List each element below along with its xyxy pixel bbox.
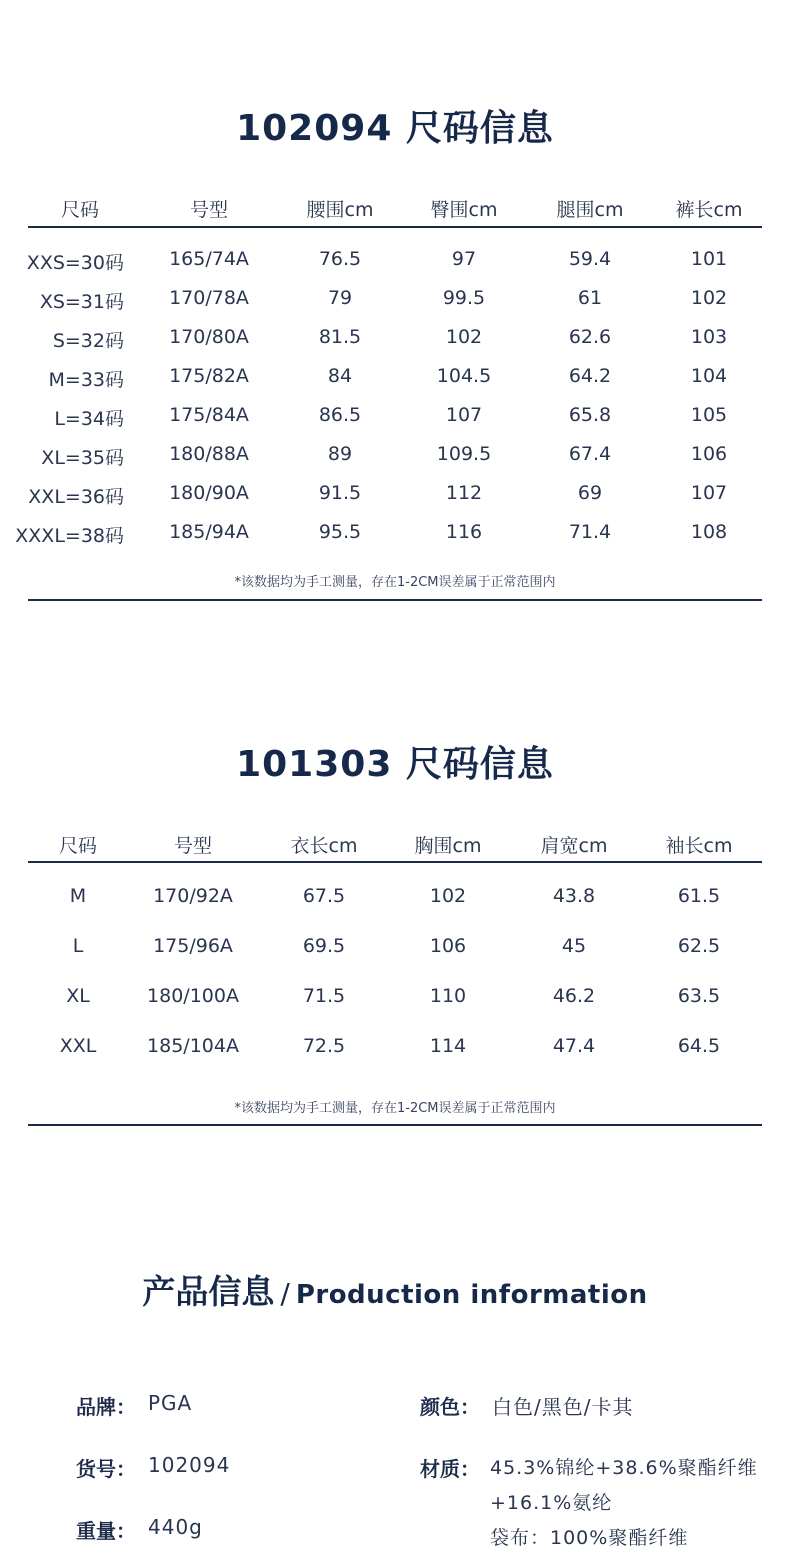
weight-label: 重量： [76, 1519, 136, 1543]
table1-cell: 165/74A [169, 248, 249, 270]
table1-cell: 106 [690, 443, 728, 465]
table1-cell: 67.4 [568, 443, 612, 465]
item-number-label: 货号： [76, 1457, 136, 1481]
table1-cell: 180/88A [169, 443, 249, 465]
table1-cell: 103 [690, 326, 728, 348]
table1-cell-size: XL=35码 [41, 447, 124, 469]
table1-cell: 108 [690, 521, 728, 543]
table1-header-waist: 腰围cm [306, 199, 374, 221]
table1-cell-size: XS=31码 [39, 291, 124, 313]
table1-cell-size: XXS=30码 [26, 252, 124, 274]
table1-cell: 104 [690, 365, 728, 387]
material-label: 材质： [420, 1457, 480, 1481]
table2-cell: 110 [429, 985, 467, 1007]
color-value: 白色/黑色/卡其 [492, 1395, 634, 1419]
table1-cell: 76.5 [318, 248, 362, 270]
table2-header-sleeve: 袖长cm [665, 835, 733, 857]
table1-cell: 170/80A [169, 326, 249, 348]
table2-cell: 46.2 [552, 985, 596, 1007]
material-line-2: +16.1%氨纶 [490, 1492, 613, 1514]
table2-cell-size: XL [66, 985, 90, 1007]
table1-cell: 116 [445, 521, 483, 543]
table1-cell: 64.2 [568, 365, 612, 387]
table1-header-thigh: 腿围cm [556, 199, 624, 221]
table1-cell: 69 [577, 482, 603, 504]
table2-header-size: 尺码 [58, 835, 98, 857]
table1-cell: 109.5 [436, 443, 492, 465]
table2-cell: 61.5 [677, 885, 721, 907]
table2-cell: 67.5 [302, 885, 346, 907]
table1-cell: 79 [327, 287, 353, 309]
weight-value: 440g [148, 1515, 203, 1539]
table1-cell: 97 [451, 248, 477, 270]
table1-cell: 104.5 [436, 365, 492, 387]
table1-cell: 84 [327, 365, 353, 387]
table1-cell-size: XXXL=38码 [15, 525, 124, 547]
table1-cell-size: XXL=36码 [28, 486, 124, 508]
table1-bottom-divider [28, 599, 762, 601]
product-info-title [0, 1266, 790, 1313]
table1-cell: 101 [690, 248, 728, 270]
table1-cell: 102 [445, 326, 483, 348]
table2-cell: 102 [429, 885, 467, 907]
product-info-title-cn: 产品信息 [142, 1272, 275, 1311]
table2-header-divider [28, 861, 762, 863]
table2-cell: 64.5 [677, 1035, 721, 1057]
product-info-title-en: Production information [295, 1280, 648, 1310]
table2-cell-size: M [69, 885, 87, 907]
table1-cell: 107 [445, 404, 483, 426]
table2-cell: 106 [429, 935, 467, 957]
table1-cell: 112 [445, 482, 483, 504]
table1-cell: 170/78A [169, 287, 249, 309]
product-info-title-separator: / [280, 1277, 290, 1310]
table2-header-length: 衣长cm [290, 835, 358, 857]
table1-cell: 102 [690, 287, 728, 309]
table2-cell: 71.5 [302, 985, 346, 1007]
table2-note: *该数据均为手工测量，存在1-2CM误差属于正常范围内 [234, 1101, 556, 1116]
table1-cell-size: M=33码 [48, 369, 124, 391]
table1-cell: 61 [577, 287, 603, 309]
table2-header-chest: 胸围cm [414, 835, 482, 857]
table1-header-length: 裤长cm [675, 199, 743, 221]
table2-cell: 43.8 [552, 885, 596, 907]
table2-bottom-divider [28, 1124, 762, 1126]
table1-cell: 99.5 [442, 287, 486, 309]
table2-cell: 62.5 [677, 935, 721, 957]
table1-header-size: 尺码 [60, 199, 100, 221]
table1-cell: 185/94A [169, 521, 249, 543]
table2-cell-size: L [72, 935, 84, 957]
table1-cell: 71.4 [568, 521, 612, 543]
table2-cell: 72.5 [302, 1035, 346, 1057]
table1-cell: 175/84A [169, 404, 249, 426]
table2-cell: 180/100A [147, 985, 239, 1007]
table2-cell-size: XXL [59, 1035, 97, 1057]
color-label: 颜色： [420, 1395, 480, 1419]
material-line-3: 袋布：100%聚酯纤维 [490, 1527, 689, 1549]
table2-cell: 185/104A [147, 1035, 239, 1057]
table1-cell: 107 [690, 482, 728, 504]
table1-cell: 91.5 [318, 482, 362, 504]
table2-cell: 63.5 [677, 985, 721, 1007]
table1-header-divider [28, 226, 762, 228]
table1-note: *该数据均为手工测量，存在1-2CM误差属于正常范围内 [234, 575, 556, 590]
table1-cell: 65.8 [568, 404, 612, 426]
table1-cell: 180/90A [169, 482, 249, 504]
brand-value: PGA [148, 1391, 193, 1415]
table1-cell: 62.6 [568, 326, 612, 348]
table1-cell: 175/82A [169, 365, 249, 387]
table2-cell: 69.5 [302, 935, 346, 957]
table2-cell: 45 [561, 935, 587, 957]
material-line-1: 45.3%锦纶+38.6%聚酯纤维 [490, 1457, 758, 1479]
table2-cell: 47.4 [552, 1035, 596, 1057]
table1-cell: 81.5 [318, 326, 362, 348]
table1-cell: 59.4 [568, 248, 612, 270]
table1-cell: 86.5 [318, 404, 362, 426]
table1-cell-size: L=34码 [54, 408, 124, 430]
table2-cell: 170/92A [153, 885, 233, 907]
table1-cell: 105 [690, 404, 728, 426]
table1-title: 102094 尺码信息 [236, 108, 554, 149]
table1-cell-size: S=32码 [52, 330, 124, 352]
table1-header-hip: 臀围cm [430, 199, 498, 221]
table1-cell: 89 [327, 443, 353, 465]
item-number-value: 102094 [148, 1453, 231, 1477]
table2-header-fit: 号型 [173, 835, 213, 857]
table1-cell: 95.5 [318, 521, 362, 543]
table1-header-fit: 号型 [189, 199, 229, 221]
table2-cell: 175/96A [153, 935, 233, 957]
table2-title: 101303 尺码信息 [236, 744, 554, 785]
brand-label: 品牌： [76, 1395, 136, 1419]
table2-cell: 114 [429, 1035, 467, 1057]
table2-header-shoulder: 肩宽cm [540, 835, 608, 857]
